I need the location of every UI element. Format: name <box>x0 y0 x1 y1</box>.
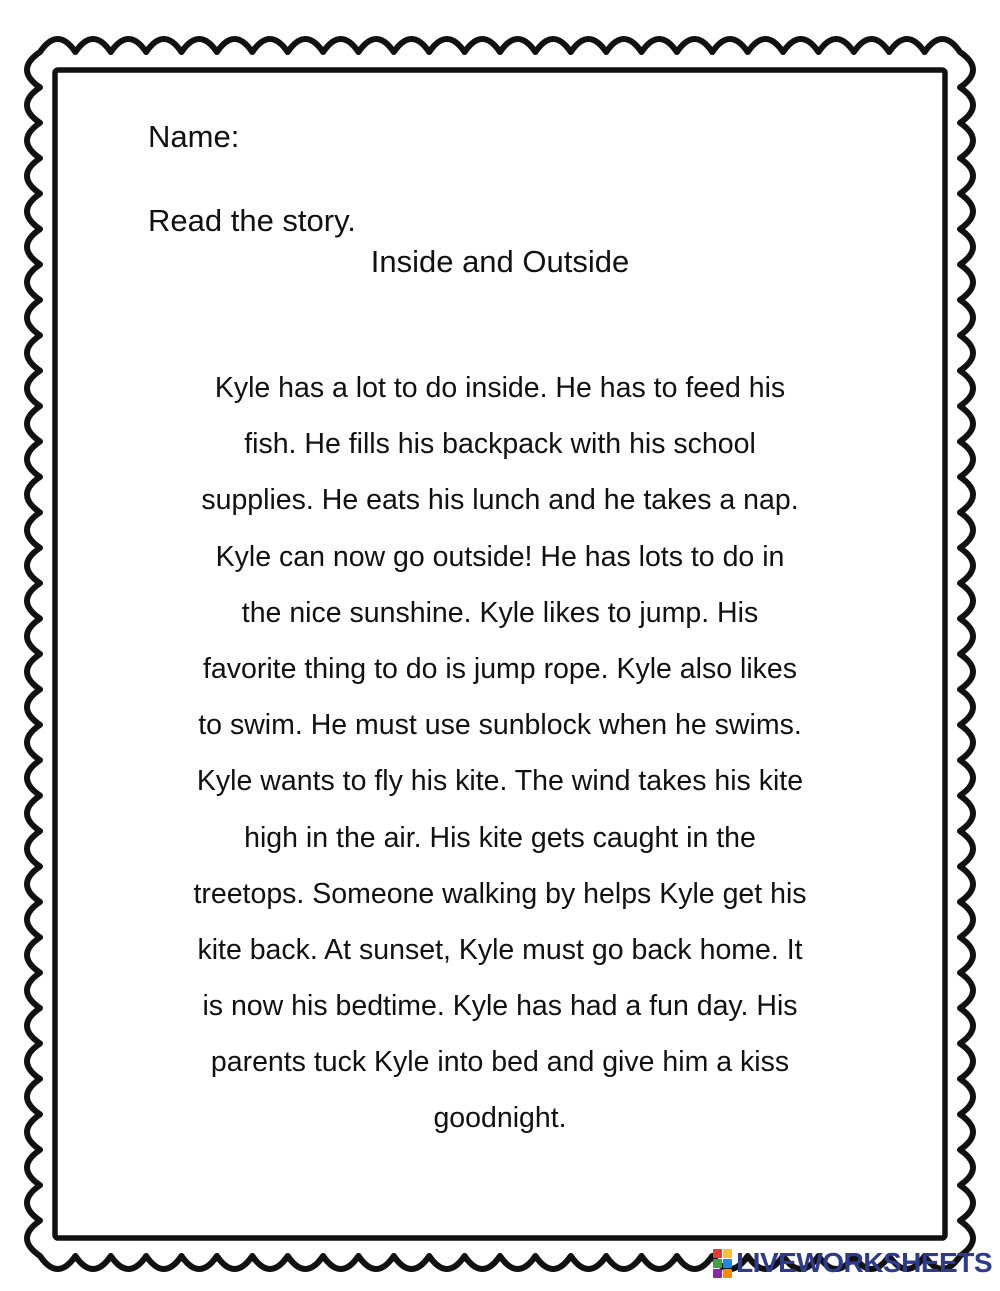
story-line: Kyle has a lot to do inside. He has to feed his <box>214 372 786 404</box>
liveworksheets-logo-icon <box>713 1249 732 1278</box>
story-line: parents tuck Kyle into bed and give him a kiss <box>210 1046 790 1079</box>
instruction-text: Read the story. <box>148 203 356 238</box>
story-line: supplies. He eats his lunch and he takes a nap. <box>201 484 799 517</box>
story-line: Kyle can now go outside! He has lots to do in <box>215 540 785 573</box>
story-text <box>0 360 1000 1147</box>
name-label: Name: <box>148 119 240 154</box>
story-line: the nice sunshine. Kyle likes to jump. His <box>241 596 759 629</box>
story-line: treetops. Someone walking by helps Kyle get his <box>193 877 807 910</box>
story-line: to swim. He must use sunblock when he swims. <box>198 709 802 742</box>
story-title: Inside and Outside <box>370 244 630 279</box>
story-line: is now his bedtime. Kyle has had a fun day. His <box>202 990 798 1023</box>
story-line: goodnight. <box>433 1102 567 1135</box>
story-line: fish. He fills his backpack with his school <box>244 428 756 461</box>
story-line: favorite thing to do is jump rope. Kyle also likes <box>202 652 798 685</box>
story-line: Kyle wants to fly his kite. The wind takes his kite <box>196 765 804 798</box>
story-line: kite back. At sunset, Kyle must go back home. It <box>197 933 803 966</box>
watermark-text: LIVEWORKSHEETS <box>736 1247 992 1278</box>
story-line: high in the air. His kite gets caught in the <box>244 821 756 854</box>
liveworksheets-watermark[interactable] <box>713 1247 992 1279</box>
